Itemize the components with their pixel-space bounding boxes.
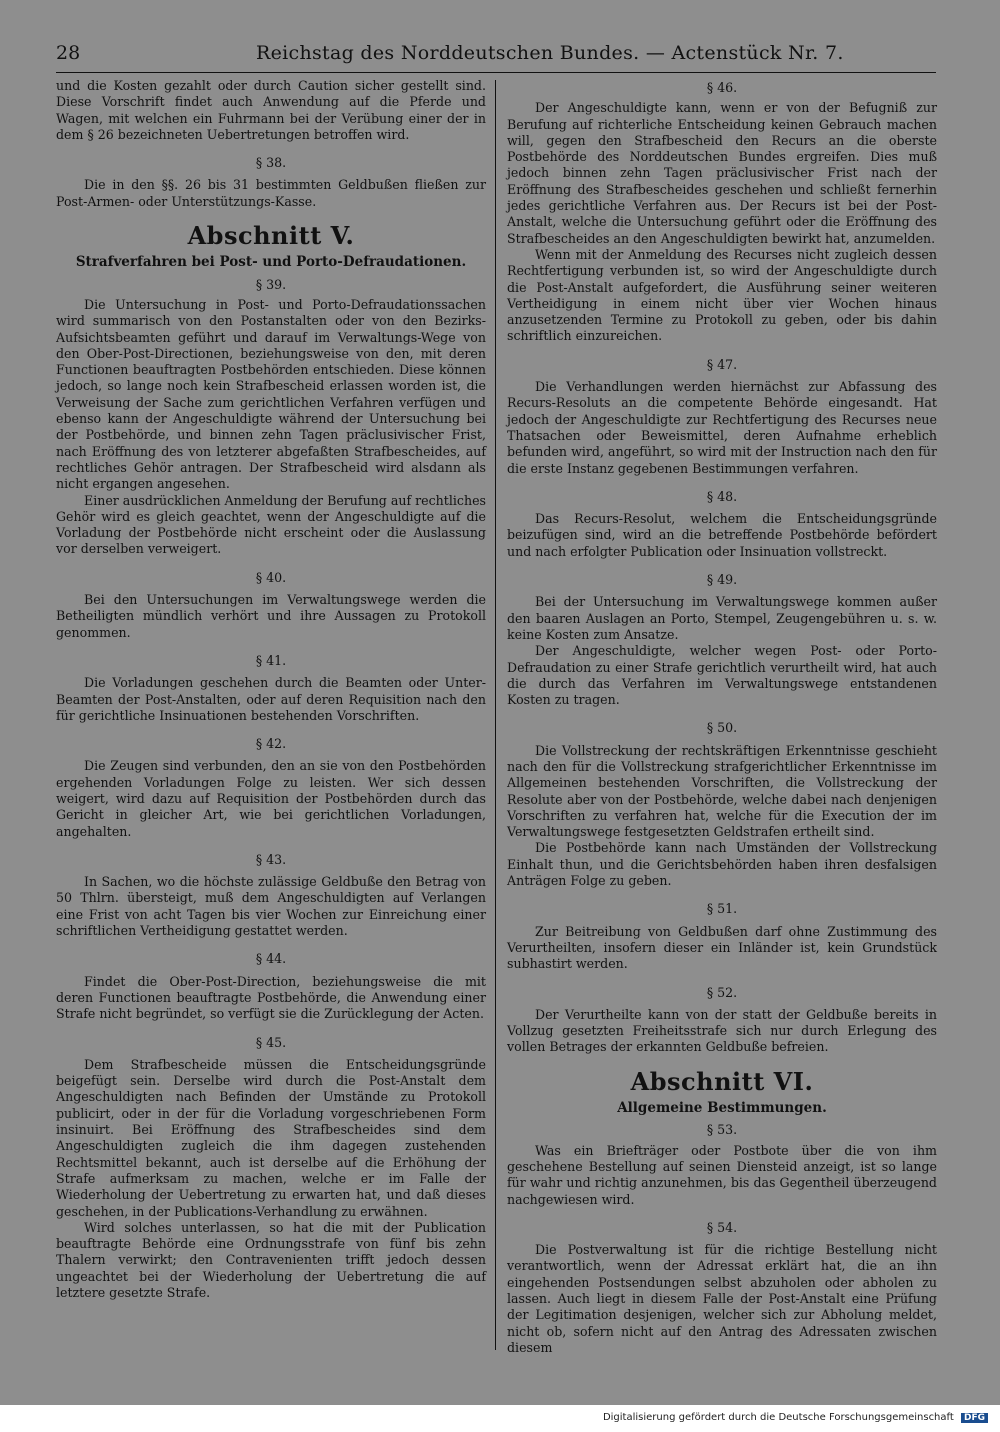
page-number: 28 (56, 42, 81, 64)
footer-credit (603, 1412, 988, 1423)
paragraph: Der Angeschuldigte kann, wenn er von der Befugniß zur Berufung auf richterliche Entscheidung keinen Gebrauch machen will, gegen den Strafbescheid den Recurs an die oberste Postbehörde des Norddeutschen Bundes ergreifen. Dies muß jedoch binnen zehn Tagen präclusivischer Frist nach der Eröffnung des Strafbescheides geschehen und schließt fernerhin jedes gerichtliche Verfahren aus. Der Recurs ist bei der Post-Anstalt, welche die Untersuchung geführt oder die Eröffnung des Strafbescheides an den Angeschuldigten bewirkt hat, anzumelden. (507, 100, 937, 246)
paragraph: Was ein Briefträger oder Postbote über die von ihm geschehene Bestellung auf seinen Diensteid anzeigt, ist so lange für wahr und richtig anzunehmen, bis das Gegentheil überzeugend nachgewiesen wird. (507, 1142, 937, 1207)
paragraph: Findet die Ober-Post-Direction, beziehungsweise die mit deren Functionen beauftragte Postbehörde, die Anwendung einer Strafe nicht begründet, so verfügt sie die Zurücklegung der Acten. (56, 973, 486, 1022)
paragraph: Bei den Untersuchungen im Verwaltungswege werden die Betheiligten mündlich verhört und ihre Aussagen zu Protokoll genommen. (56, 592, 486, 640)
chapter-heading: Abschnitt V. (187, 221, 355, 251)
section-heading: § 45. (255, 1034, 287, 1050)
section-heading: § 43. (255, 851, 287, 867)
section-heading: § 39. (255, 276, 287, 292)
section-heading: § 40. (255, 569, 287, 585)
paragraph: In Sachen, wo die höchste zulässige Geldbuße den Betrag von 50 Thlrn. übersteigt, muß dem Angeschuldigten auf Verlangen eine Frist von acht Tagen bis vier Wochen zur Einreichung einer schriftlichen Vertheidigung gestattet werden. (56, 874, 486, 939)
paragraph: Der Angeschuldigte, welcher wegen Post- oder Porto-Defraudation zu einer Strafe gerichtlich verurtheilt wird, hat auch die durch das Verfahren im Verwaltungswege entstandenen Kosten zu tragen. (507, 643, 937, 708)
section-heading: § 42. (255, 736, 287, 752)
paragraph: Die Vorladungen geschehen durch die Beamten oder Unter-Beamten der Post-Anstalten, oder auf deren Requisition nach den für gerichtliche Insinuationen bestehenden Vorschriften. (56, 675, 486, 723)
chapter-heading: Abschnitt VI. (630, 1066, 814, 1096)
section-heading: § 44. (255, 951, 287, 967)
paragraph: Dem Strafbescheide müssen die Entscheidungsgründe beigefügt sein. Derselbe wird durch die Post-Anstalt dem Angeschuldigten nach Befinden der Umstände zu Protokoll publicirt, oder in der für die Vorladung vorgeschriebenen Form insinuirt. Bei Eröffnung des Strafbescheides sind dem Angeschuldigten zugleich die ihm dagegen zustehenden Rechtsmittel bekannt, auch ist derselbe auf die Erhöhung der Strafe aufmerksam zu machen, welche er im Falle der Wiederholung der Uebertretung zu erwarten hat, und daß dieses geschehen, in der Publications-Verhandlung zu erwähnen. (56, 1056, 486, 1219)
paragraph: und die Kosten gezahlt oder durch Caution sicher gestellt sind. Diese Vorschrift findet auch Anwendung auf die Pferde und Wagen, mit welchen ein Fuhrmann bei der Verübung einer der in dem § 26 bezeichneten Uebertretungen betroffen wird. (56, 78, 486, 142)
paragraph: Wenn mit der Anmeldung des Recurses nicht zugleich dessen Rechtfertigung verbunden ist, so wird der Angeschuldigte durch die Post-Anstalt aufgefordert, die Ausführung seiner weiteren Vertheidigung in einem nicht über vier Wochen hinaus anzusetzenden Termine zu Protokoll zu geben, oder bis dahin schriftlich einzureichen. (507, 246, 937, 344)
right-column (507, 78, 937, 1356)
paragraph: Der Verurtheilte kann von der statt der Geldbuße bereits in Vollzug gesetzten Freiheitsstrafe sich nur durch Erlegung des vollen Betrages der erkannten Geldbuße befreien. (507, 1006, 937, 1055)
section-heading: § 46. (706, 80, 738, 95)
paragraph: Die Zeugen sind verbunden, den an sie von den Postbehörden ergehenden Vorladungen Folge zu leisten. Wer sich dessen weigert, wird dazu auf Requisition der Postbehörden durch das Gericht in gleicher Art, wie bei gerichtlichen Vorladungen, angehalten. (56, 758, 486, 839)
section-heading: § 38. (255, 155, 287, 171)
paragraph: Die in den §§. 26 bis 31 bestimmten Geldbußen fließen zur Post-Armen- oder Unterstützungs-Kasse. (56, 177, 486, 209)
paragraph: Wird solches unterlassen, so hat die mit der Publication beauftragte Behörde eine Ordnungsstrafe von fünf bis zehn Thalern verwirkt; den Contravenienten trifft jedoch dessen ungeachtet bei der Wiederholung der Uebertretung die auf letztere gesetzte Strafe. (56, 1219, 486, 1300)
section-heading: § 53. (706, 1122, 738, 1138)
funding-note: Digitalisierung gefördert durch die Deutsche Forschungsgemeinschaft (602, 1412, 954, 1423)
paragraph: Das Recurs-Resolut, welchem die Entscheidungsgründe beizufügen sind, wird an die betreffende Postbehörde befördert und nach erfolgter Publication oder Insinuation vollstreckt. (507, 511, 937, 559)
section-heading: § 47. (706, 356, 738, 372)
section-heading: § 49. (706, 572, 738, 588)
paragraph: Die Verhandlungen werden hiernächst zur Abfassung des Recurs-Resoluts an die competente Behörde eingesandt. Hat jedoch der Angeschuldigte zur Rechtfertigung des Recurses neue Thatsachen oder Beweismittel, deren Aufnahme erheblich befunden wird, angeführt, so wird mit der Instruction nach den für die erste Instanz gegebenen Bestimmungen verfahren. (507, 379, 937, 476)
chapter-subtitle: Allgemeine Bestimmungen. (617, 1100, 827, 1117)
paragraph: Einer ausdrücklichen Anmeldung der Berufung auf rechtliches Gehör wird es gleich geachtet, wenn der Angeschuldigte auf die Vorladung der Postbehörde nicht erscheint oder die Auslassung vor derselben verweigert. (56, 492, 486, 557)
section-heading: § 51. (706, 901, 738, 917)
paragraph: Die Postverwaltung ist für die richtige Bestellung nicht verantwortlich, wenn der Adressat erklärt hat, die an ihn eingehenden Postsendungen selbst abzuholen oder abholen zu lassen. Auch liegt in diesem Falle der Post-Anstalt eine Prüfung der Legitimation desjenigen, welcher sich zur Abholung meldet, nicht ob, sofern nicht auf den Antrag des Adressaten zwischen diesem (507, 1242, 937, 1355)
section-heading: § 48. (706, 488, 738, 504)
section-heading: § 41. (255, 652, 287, 668)
paragraph: Die Vollstreckung der rechtskräftigen Erkenntnisse geschieht nach den für die Vollstreckung strafgerichtlicher Erkenntnisse im Allgemeinen bestehenden Vorschriften, die Vollstreckung der Resolute aber von der Postbehörde, welche dabei nach denjenigen Vorschriften zu verfahren hat, welche für die Execution der im Verwaltungswege festgesetzten Geldstrafen ertheilt sind. (507, 742, 937, 840)
paragraph: Die Untersuchung in Post- und Porto-Defraudationssachen wird summarisch von den Postanstalten oder von den Bezirks-Aufsichtsbeamten geführt und darauf im Verwaltungs-Wege von den Ober-Post-Directionen, beziehungsweise von den, mit deren Functionen beauftragten Postbehörden entschieden. Diese können jedoch, so lange noch kein Strafbescheid erlassen worden ist, die Verweisung der Sache zum gerichtlichen Verfahren verfügen und ebenso kann der Angeschuldigte während der Untersuchung bei der Postbehörde, und binnen zehn Tagen präclusivischer Frist, nach Eröffnung des von letzterer abgefaßten Strafbescheides, auf rechtliches Gehör antragen. Der Strafbescheid wird alsdann als nicht ergangen angesehen. (56, 296, 486, 492)
chapter-subtitle: Strafverfahren bei Post- und Porto-Defraudationen. (75, 254, 467, 271)
section-heading: § 50. (706, 720, 738, 736)
running-title: Reichstag des Norddeutschen Bundes. — Actenstück Nr. 7. (256, 42, 844, 64)
section-heading: § 52. (706, 984, 738, 1000)
paragraph: Bei der Untersuchung im Verwaltungswege kommen außer den baaren Auslagen an Porto, Stempel, Zeugengebühren u. s. w. keine Kosten zum Ansatze. (507, 594, 937, 642)
column-divider (495, 80, 496, 1350)
paragraph: Die Postbehörde kann nach Umständen der Vollstreckung Einhalt thun, und die Gerichtsbehörden haben ihren desfalsigen Anträgen Folge zu geben. (507, 840, 937, 889)
section-heading: § 54. (706, 1219, 738, 1235)
paragraph: Zur Beitreibung von Geldbußen darf ohne Zustimmung des Verurtheilten, insofern dieser ein Inländer ist, kein Grundstück subhastirt werden. (507, 923, 937, 972)
page-header (56, 42, 936, 73)
dfg-logo: DFG (961, 1413, 988, 1423)
left-column (56, 78, 486, 1301)
